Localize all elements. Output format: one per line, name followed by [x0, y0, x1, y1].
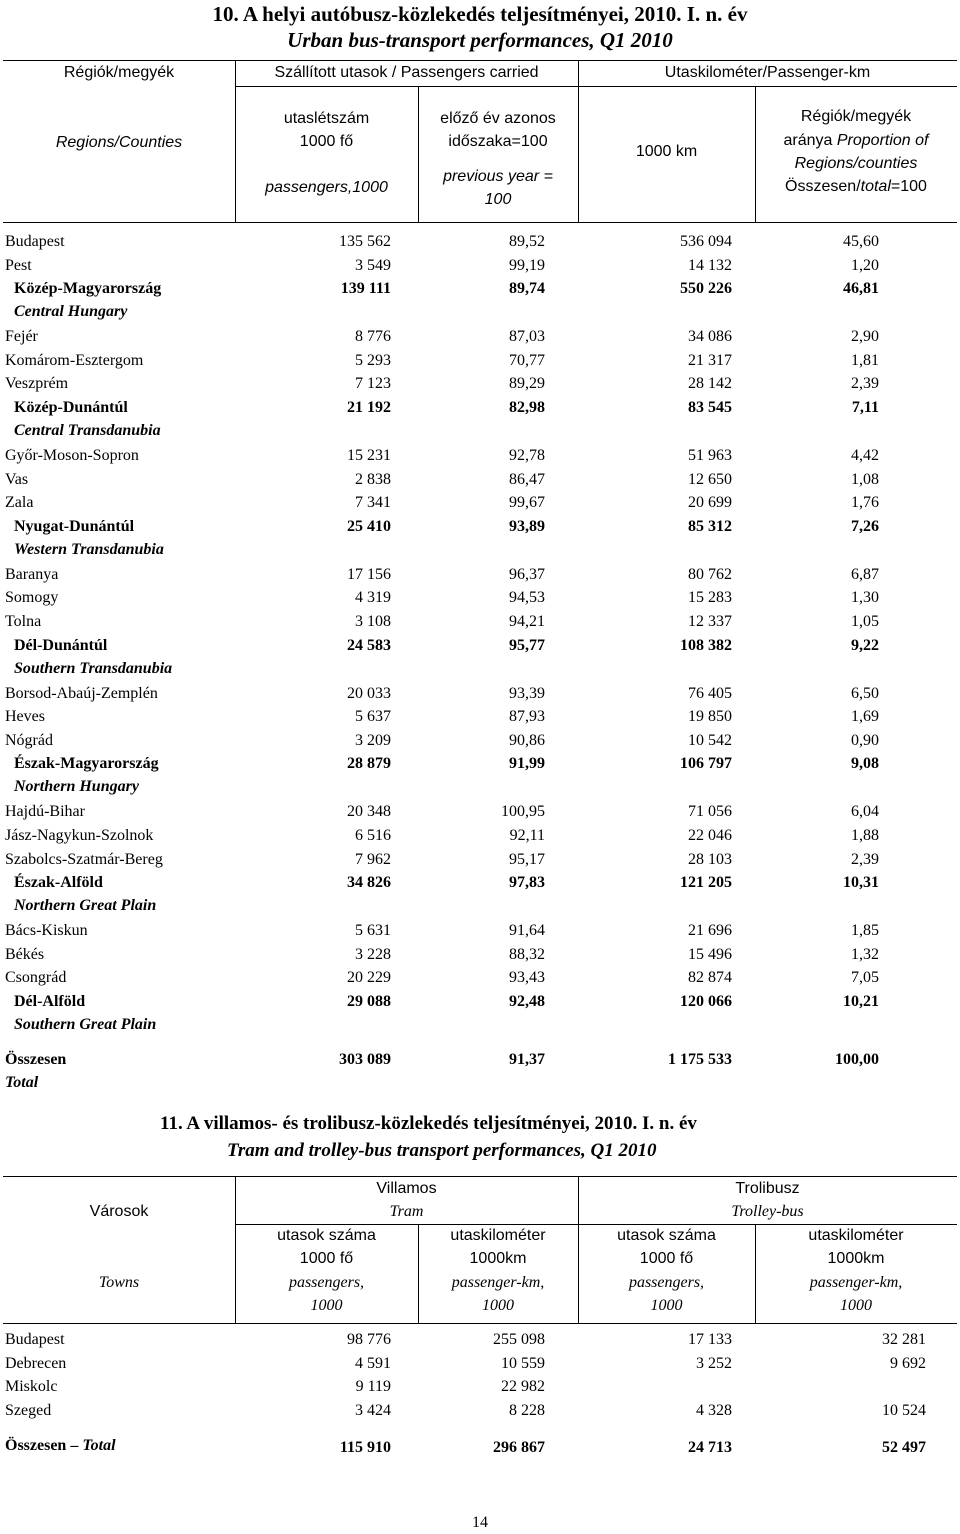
cell-prev-year-index: 91,37	[509, 1051, 545, 1068]
header-tram-passengers-unit: 1000 fő	[299, 1250, 354, 1267]
header-prev-year-en2: 100	[484, 191, 512, 208]
cell-prev-year-index: 92,11	[509, 827, 545, 844]
header-trolley-en: Trolley-bus	[731, 1203, 804, 1220]
header-passengers-hu: utaslétszám	[283, 110, 370, 127]
cell-passenger-km: 12 337	[688, 613, 732, 630]
cell-prev-year-index: 89,74	[509, 280, 545, 298]
cell-share: 9,08	[851, 755, 879, 773]
cell-passenger-km: 28 103	[688, 850, 732, 868]
row-name: Zala	[5, 494, 34, 512]
row-name: Győr-Moson-Sopron	[5, 447, 139, 464]
cell-tram-passengers: 115 910	[339, 1439, 391, 1456]
header-trolley-passengers-hu: utasok száma	[617, 1227, 716, 1244]
cell-share: 1,05	[851, 613, 879, 630]
cell-passengers: 34 826	[347, 874, 391, 892]
cell-passengers: 17 156	[347, 565, 391, 583]
cell-passengers: 21 192	[347, 399, 391, 416]
cell-prev-year-index: 97,83	[509, 874, 545, 892]
row-name: Baranya	[5, 565, 59, 583]
row-region-en: Central Transdanubia	[14, 422, 161, 439]
cell-passengers: 29 088	[347, 993, 391, 1010]
row-name: Nyugat-Dunántúl	[14, 517, 135, 535]
cell-tram-pkm: 296 867	[493, 1439, 545, 1456]
header-tram-pkm-en2: 1000	[482, 1297, 514, 1314]
row-town: Szeged	[5, 1401, 52, 1419]
table-row	[0, 827, 960, 850]
table-row-region	[0, 518, 960, 541]
cell-prev-year-index: 94,53	[509, 589, 545, 607]
cell-passengers: 3 108	[355, 613, 391, 630]
row-region-en: Southern Transdanubia	[14, 659, 173, 677]
row-town: Debrecen	[5, 1354, 67, 1372]
header-share-hu: Régiók/megyék	[800, 108, 912, 125]
header-km: 1000 km	[635, 143, 698, 160]
table-row	[0, 257, 960, 280]
cell-share: 9,22	[851, 636, 879, 654]
cell-passengers: 25 410	[347, 517, 391, 535]
cell-trolley-pkm: 9 692	[890, 1354, 926, 1372]
cell-passengers: 20 033	[347, 684, 391, 702]
header-tram-pkm-hu: utaskilométer	[450, 1227, 546, 1244]
cell-passengers: 15 231	[347, 447, 391, 464]
row-region-en: Northern Great Plain	[14, 897, 157, 915]
row-name: Békés	[5, 945, 45, 963]
cell-trolley-passengers: 24 713	[688, 1439, 732, 1456]
header-tram-passengers-en2: 1000	[310, 1297, 343, 1314]
cell-passenger-km: 550 226	[680, 280, 732, 298]
table-row	[0, 803, 960, 826]
cell-share: 6,04	[851, 803, 879, 821]
header-prev-year-hu: előző év azonos	[440, 110, 556, 127]
table-row	[0, 447, 960, 470]
cell-trolley-passengers: 17 133	[688, 1331, 732, 1348]
cell-passengers: 20 229	[347, 969, 391, 987]
cell-share: 45,60	[843, 233, 879, 250]
header-passengers-en: passengers,1000	[265, 179, 388, 196]
header-tram-hu: Villamos	[376, 1180, 437, 1197]
row-region-en: Northern Hungary	[14, 778, 139, 796]
cell-tram-pkm: 22 982	[501, 1378, 545, 1395]
table2-header-top-rule	[3, 1176, 957, 1177]
table1-subtitle: Urban bus-transport performances, Q1 2010	[287, 28, 673, 52]
cell-passenger-km: 14 132	[688, 256, 732, 274]
cell-prev-year-index: 95,77	[509, 636, 545, 654]
cell-trolley-pkm: 52 497	[882, 1439, 926, 1456]
table-row	[0, 494, 960, 517]
total-label-hu: Összesen –	[5, 1437, 79, 1454]
row-name: Vas	[5, 470, 29, 488]
cell-passengers: 28 879	[347, 755, 391, 773]
row-name: Szabolcs-Szatmár-Bereg	[5, 850, 163, 868]
table-row-region	[0, 280, 960, 303]
header-prev-year-hu2: időszaka=100	[448, 133, 548, 150]
header-prev-year-en: previous year =	[443, 168, 553, 185]
cell-share: 1,81	[851, 351, 879, 369]
table-row-region	[0, 993, 960, 1016]
cell-passengers: 8 776	[355, 328, 391, 346]
row-region-en: Central Hungary	[14, 303, 128, 321]
row-name: Dél-Dunántúl	[14, 636, 108, 654]
table-row-region	[0, 637, 960, 660]
cell-share: 1,76	[851, 494, 879, 512]
row-name: Fejér	[5, 328, 38, 346]
total-label: Összesen	[5, 1051, 67, 1068]
cell-passengers: 5 637	[355, 708, 391, 726]
cell-passenger-km: 108 382	[680, 636, 732, 654]
table-row	[0, 375, 960, 398]
cell-passenger-km: 83 545	[688, 399, 732, 416]
cell-prev-year-index: 99,67	[509, 494, 545, 512]
header-share-line2	[755, 132, 957, 150]
row-name: Veszprém	[5, 375, 69, 393]
cell-share: 46,81	[843, 280, 879, 298]
cell-share: 1,69	[851, 708, 879, 726]
cell-tram-passengers: 3 424	[355, 1401, 391, 1419]
header-tram-pkm-unit: 1000km	[469, 1250, 527, 1267]
cell-share: 6,87	[851, 565, 879, 583]
header-trolley-pkm-en: passenger-km,	[809, 1274, 903, 1291]
row-name: Dél-Alföld	[14, 993, 86, 1010]
header-passengers-carried: Szállított utasok / Passengers carried	[274, 64, 539, 81]
cell-share: 1,32	[851, 945, 879, 963]
cell-passengers: 303 089	[339, 1051, 391, 1068]
cell-passenger-km: 10 542	[688, 731, 732, 749]
header-towns-en: Towns	[98, 1274, 140, 1291]
cell-passenger-km: 76 405	[688, 684, 732, 702]
header-share-total-val: =100	[890, 178, 927, 195]
cell-prev-year-index: 96,37	[509, 565, 545, 583]
table2-header-bottom-rule	[3, 1323, 957, 1324]
header-share-total-en: total	[860, 178, 891, 195]
cell-passengers: 139 111	[340, 280, 391, 298]
table2-title: 11. A villamos- és trolibusz-közlekedés teljesítményei, 2010. I. n. év	[160, 1113, 697, 1134]
cell-passengers: 5 293	[355, 351, 391, 369]
table-row	[0, 589, 960, 612]
row-region-en: Southern Great Plain	[14, 1016, 157, 1033]
cell-prev-year-index: 88,32	[509, 945, 545, 963]
page-number: 14	[472, 1514, 488, 1531]
cell-passengers: 7 962	[355, 850, 391, 868]
cell-prev-year-index: 87,03	[509, 328, 545, 346]
cell-passengers: 3 549	[355, 256, 391, 274]
cell-passenger-km: 20 699	[688, 494, 732, 512]
cell-passengers: 24 583	[347, 636, 391, 654]
cell-passengers: 7 341	[355, 494, 391, 512]
header-tram-pkm-en: passenger-km,	[451, 1274, 545, 1291]
row-name: Bács-Kiskun	[5, 922, 88, 940]
cell-passenger-km: 71 056	[688, 803, 732, 821]
header-trolley-pkm-unit: 1000km	[827, 1250, 885, 1267]
cell-prev-year-index: 100,95	[501, 803, 545, 821]
cell-passengers: 2 838	[355, 470, 391, 488]
header-share-total-hu: Összesen/	[785, 178, 861, 195]
row-name: Heves	[5, 708, 45, 726]
table-row-total	[0, 1051, 960, 1074]
cell-share: 4,42	[851, 447, 879, 464]
cell-passenger-km: 106 797	[680, 755, 732, 773]
row-region-en: Western Transdanubia	[14, 540, 164, 558]
row-name: Tolna	[5, 613, 42, 630]
table-row-region	[0, 755, 960, 778]
header-share-total	[755, 178, 957, 196]
table-row	[0, 613, 960, 636]
cell-prev-year-index: 93,89	[509, 517, 545, 535]
cell-trolley-passengers: 3 252	[696, 1354, 732, 1372]
table2-header-mid-rule	[235, 1224, 957, 1225]
row-name: Budapest	[5, 233, 65, 250]
cell-share: 10,21	[843, 993, 879, 1010]
cell-passenger-km: 1 175 533	[668, 1051, 732, 1068]
cell-passenger-km: 21 696	[688, 922, 732, 940]
row-name: Hajdú-Bihar	[5, 803, 85, 821]
table1-title: 10. A helyi autóbusz-közlekedés teljesítményei, 2010. I. n. év	[212, 2, 748, 26]
cell-share: 2,39	[851, 375, 879, 393]
cell-passenger-km: 21 317	[688, 351, 732, 369]
table-row	[0, 685, 960, 708]
cell-prev-year-index: 92,48	[509, 993, 545, 1010]
cell-trolley-passengers: 4 328	[696, 1401, 732, 1419]
cell-passengers: 5 631	[355, 922, 391, 940]
cell-prev-year-index: 91,99	[509, 755, 545, 773]
header-tram-passengers-en: passengers,	[288, 1274, 365, 1291]
row-name: Komárom-Esztergom	[5, 351, 144, 369]
cell-share: 2,39	[851, 850, 879, 868]
row-name: Észak-Alföld	[14, 874, 103, 892]
cell-passengers: 3 209	[355, 731, 391, 749]
cell-passengers: 135 562	[339, 233, 391, 250]
table1-header-mid-rule	[235, 86, 957, 87]
cell-passenger-km: 34 086	[688, 328, 732, 346]
table-row	[0, 352, 960, 375]
table-row	[0, 708, 960, 731]
cell-tram-passengers: 9 119	[355, 1378, 391, 1395]
table-row-region	[0, 399, 960, 422]
cell-passenger-km: 82 874	[688, 969, 732, 987]
cell-share: 1,20	[851, 256, 879, 274]
row-town: Miskolc	[5, 1378, 58, 1395]
cell-prev-year-index: 99,19	[509, 256, 545, 274]
cell-share: 6,50	[851, 684, 879, 702]
cell-trolley-pkm: 32 281	[882, 1331, 926, 1348]
cell-share: 100,00	[835, 1051, 879, 1068]
header-regions-hu: Régiók/megyék	[63, 64, 175, 81]
row-name: Észak-Magyarország	[14, 755, 159, 773]
header-trolley-pkm-hu: utaskilométer	[808, 1227, 904, 1244]
table-row	[0, 328, 960, 351]
cell-passengers: 6 516	[355, 827, 391, 844]
header-passengers-unit: 1000 fő	[299, 133, 354, 150]
cell-prev-year-index: 89,52	[509, 233, 545, 250]
cell-share: 7,11	[851, 399, 879, 416]
cell-passenger-km: 15 496	[688, 945, 732, 963]
table1-header-bottom-rule	[3, 222, 957, 223]
cell-prev-year-index: 90,86	[509, 731, 545, 749]
row-name: Borsod-Abaúj-Zemplén	[5, 684, 158, 702]
table-row	[0, 851, 960, 874]
cell-share: 10,31	[843, 874, 879, 892]
header-share-en2: Proportion of	[836, 132, 929, 149]
cell-passenger-km: 51 963	[688, 447, 732, 464]
cell-passenger-km: 80 762	[688, 565, 732, 583]
total-label-en: Total	[82, 1437, 116, 1454]
cell-share: 1,88	[851, 827, 879, 844]
table-row	[0, 233, 960, 256]
table-row	[0, 969, 960, 992]
cell-share: 1,30	[851, 589, 879, 607]
cell-tram-pkm: 10 559	[501, 1354, 545, 1372]
cell-prev-year-index: 95,17	[509, 850, 545, 868]
table-row	[0, 732, 960, 755]
header-trolley-passengers-unit: 1000 fő	[639, 1250, 694, 1267]
cell-passenger-km: 22 046	[688, 827, 732, 844]
cell-prev-year-index: 89,29	[509, 375, 545, 393]
table1-header-top-rule	[3, 60, 957, 61]
cell-passengers: 4 319	[355, 589, 391, 607]
cell-prev-year-index: 93,39	[509, 684, 545, 702]
header-passenger-km: Utaskilométer/Passenger-km	[664, 64, 871, 81]
cell-prev-year-index: 70,77	[509, 351, 545, 369]
table-row	[0, 946, 960, 969]
total-label	[5, 1437, 116, 1455]
row-name: Pest	[5, 256, 32, 274]
cell-prev-year-index: 87,93	[509, 708, 545, 726]
header-regions-en: Regions/Counties	[55, 134, 183, 151]
cell-tram-pkm: 8 228	[509, 1401, 545, 1419]
row-name: Somogy	[5, 589, 59, 607]
cell-trolley-pkm: 10 524	[882, 1401, 926, 1419]
header-trolley-passengers-en: passengers,	[628, 1274, 705, 1291]
header-share-en3: Regions/counties	[794, 155, 918, 172]
header-tram-passengers-hu: utasok száma	[277, 1227, 376, 1244]
table-row	[0, 471, 960, 494]
table-row	[0, 566, 960, 589]
row-name: Közép-Dunántúl	[14, 399, 128, 416]
row-town: Budapest	[5, 1331, 65, 1348]
cell-passenger-km: 120 066	[680, 993, 732, 1010]
cell-tram-passengers: 4 591	[355, 1354, 391, 1372]
cell-passenger-km: 12 650	[688, 470, 732, 488]
total-label-en: Total	[5, 1074, 39, 1091]
cell-share: 7,05	[851, 969, 879, 987]
cell-passengers: 7 123	[355, 375, 391, 393]
cell-prev-year-index: 92,78	[509, 447, 545, 464]
cell-passengers: 3 228	[355, 945, 391, 963]
cell-tram-passengers: 98 776	[347, 1331, 391, 1348]
cell-share: 1,85	[851, 922, 879, 940]
row-name: Közép-Magyarország	[14, 280, 162, 298]
header-tram-en: Tram	[389, 1203, 424, 1220]
cell-passenger-km: 536 094	[680, 233, 732, 250]
cell-passenger-km: 121 205	[680, 874, 732, 892]
row-name: Jász-Nagykun-Szolnok	[5, 827, 154, 844]
cell-passengers: 20 348	[347, 803, 391, 821]
cell-passenger-km: 85 312	[688, 517, 732, 535]
cell-prev-year-index: 91,64	[509, 922, 545, 940]
header-trolley-pkm-en2: 1000	[840, 1297, 872, 1314]
table2-subtitle: Tram and trolley-bus transport performances, Q1 2010	[227, 1140, 657, 1161]
cell-share: 2,90	[851, 328, 879, 346]
header-towns-hu: Városok	[89, 1203, 149, 1220]
row-name: Nógrád	[5, 731, 53, 749]
cell-prev-year-index: 94,21	[509, 613, 545, 630]
cell-share: 7,26	[851, 517, 879, 535]
cell-prev-year-index: 93,43	[509, 969, 545, 987]
cell-prev-year-index: 86,47	[509, 470, 545, 488]
table-row-region	[0, 874, 960, 897]
cell-tram-pkm: 255 098	[493, 1331, 545, 1348]
cell-passenger-km: 19 850	[688, 708, 732, 726]
cell-prev-year-index: 82,98	[509, 399, 545, 416]
header-share-hu2: aránya	[783, 132, 833, 149]
table1-header-divider	[578, 60, 579, 222]
cell-share: 0,90	[851, 731, 879, 749]
header-trolley-passengers-en2: 1000	[650, 1297, 683, 1314]
header-trolley-hu: Trolibusz	[735, 1180, 800, 1197]
table-row	[0, 922, 960, 945]
row-name: Csongrád	[5, 969, 67, 987]
cell-share: 1,08	[851, 470, 879, 488]
cell-passenger-km: 15 283	[688, 589, 732, 607]
cell-passenger-km: 28 142	[688, 375, 732, 393]
table1-header-divider	[755, 86, 756, 222]
